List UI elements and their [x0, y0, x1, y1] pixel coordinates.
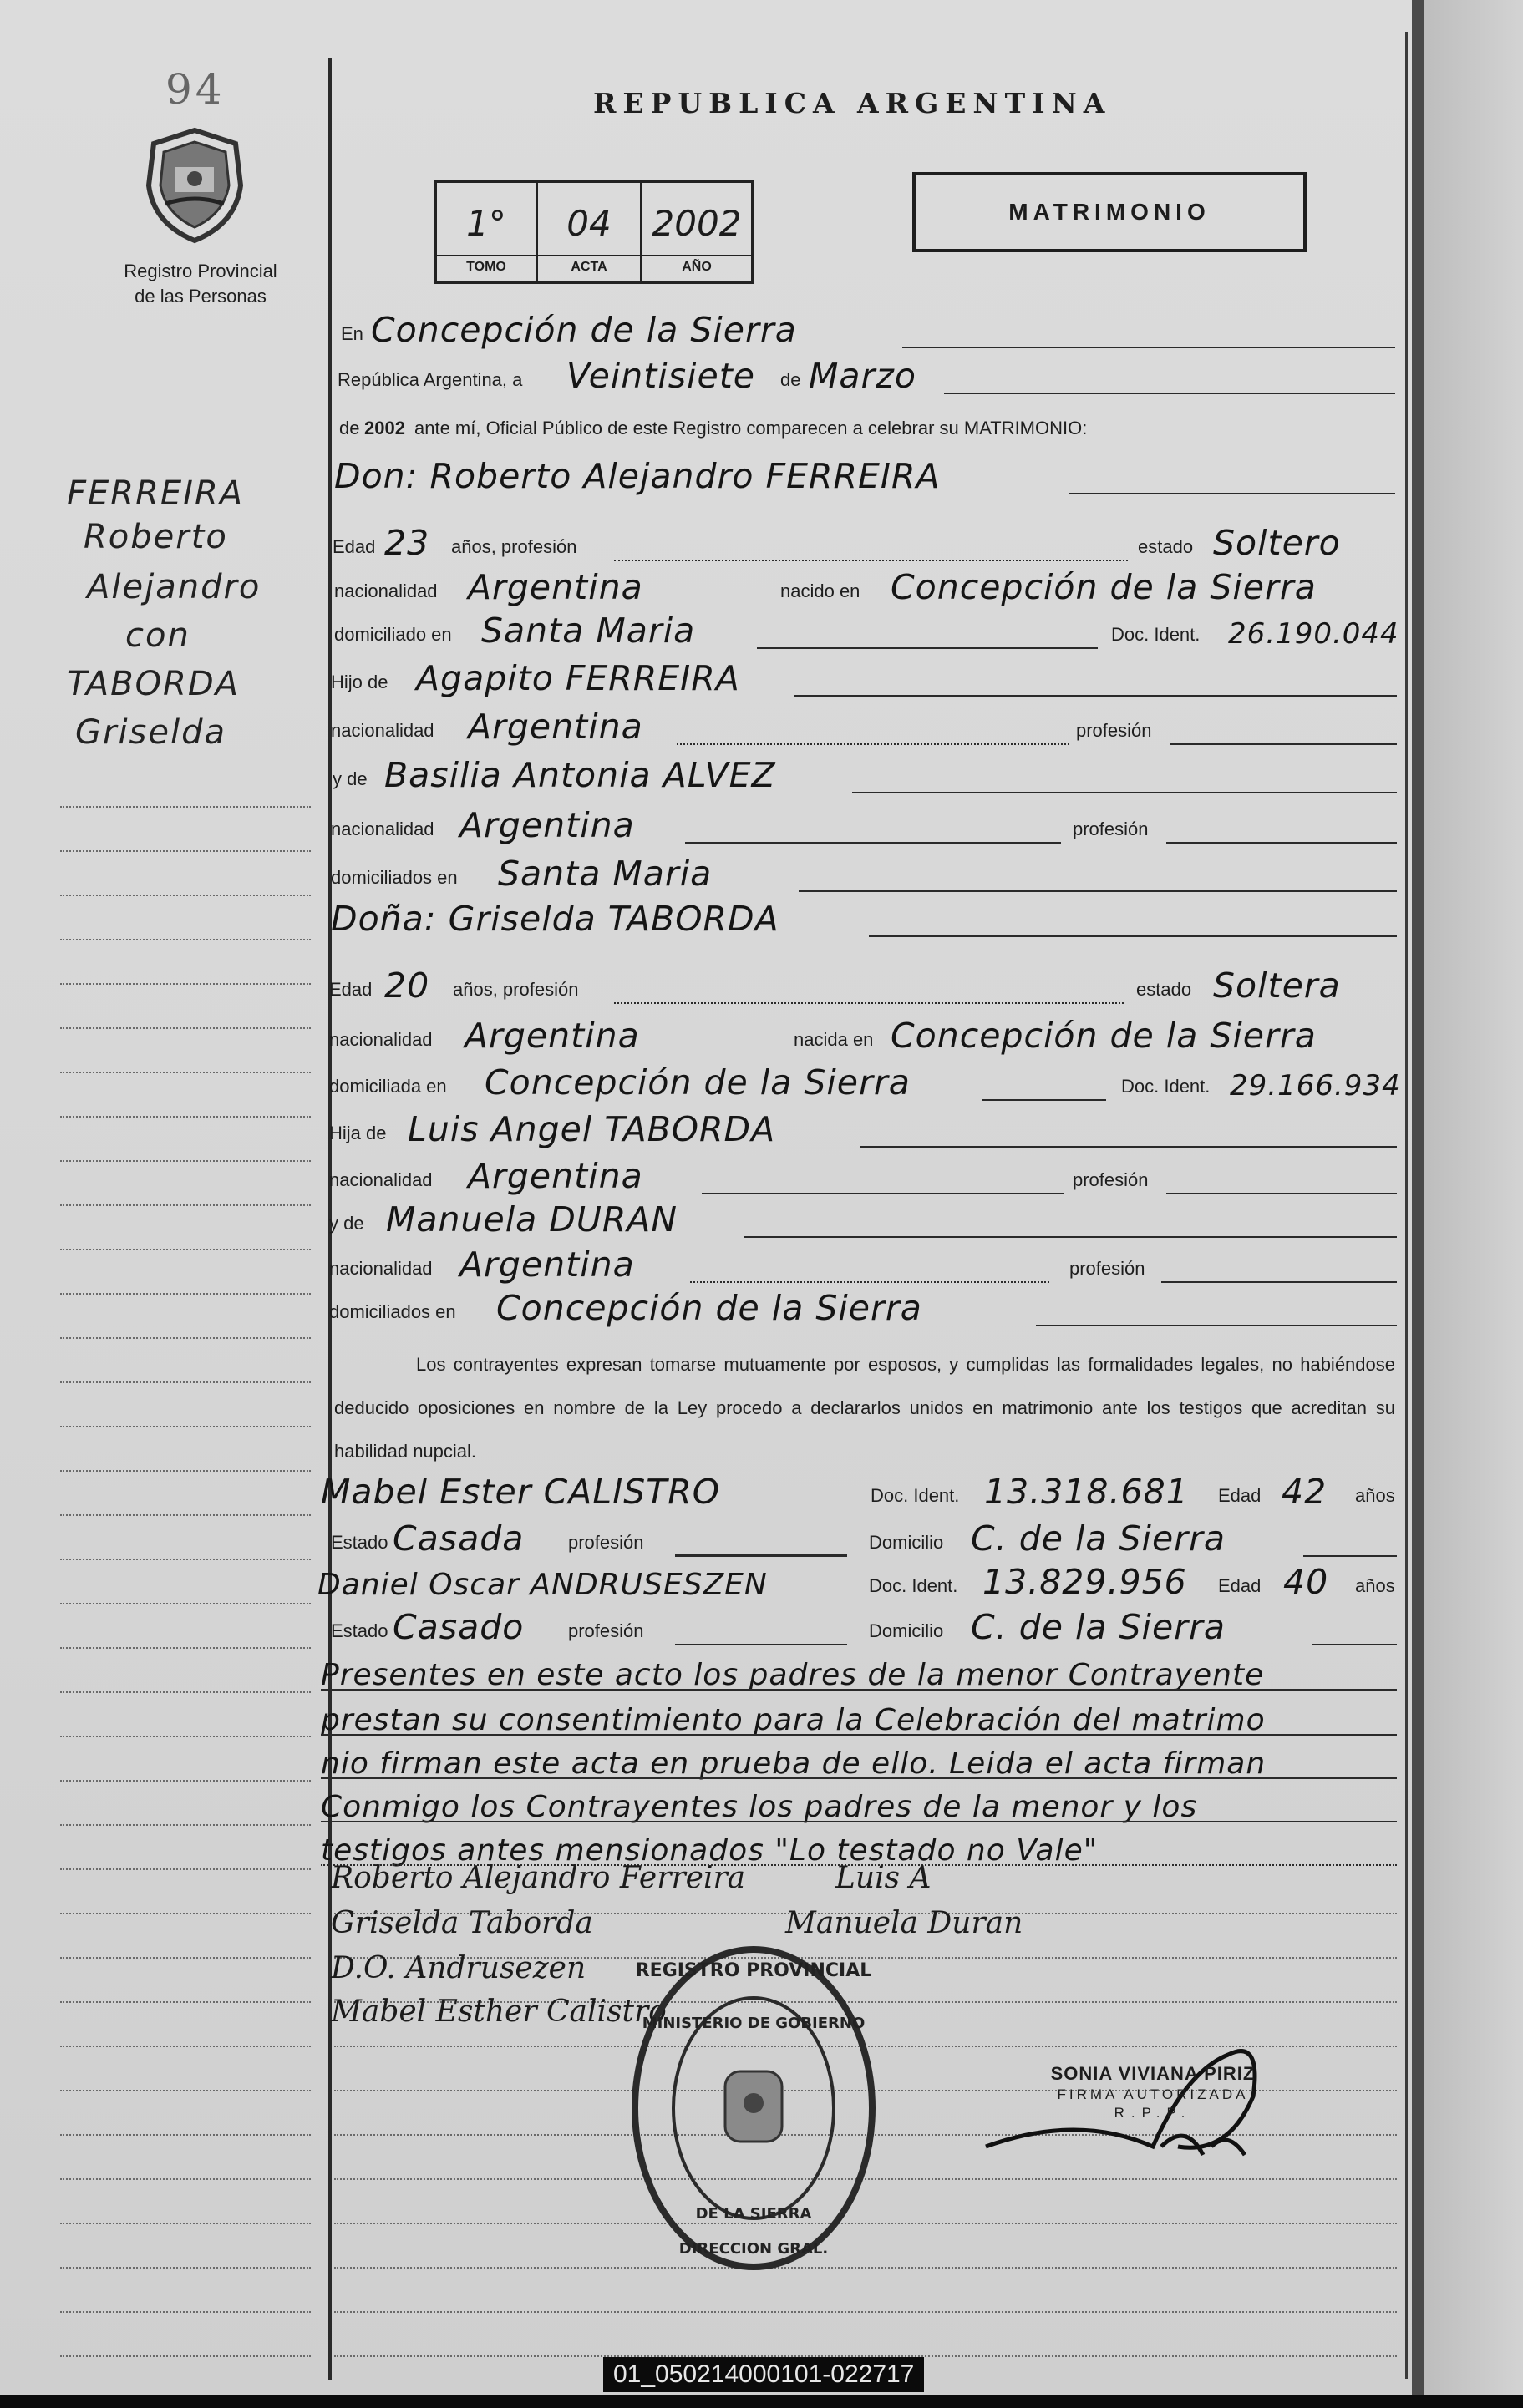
- acta-cell: [538, 183, 642, 281]
- ano-value: 2002: [652, 203, 742, 244]
- witness2-detail-row: [0, 1602, 1523, 1652]
- domiciliados-label: domiciliados en: [329, 1301, 456, 1322]
- signature-bride: Griselda Taborda: [331, 1906, 593, 1940]
- note-line: [0, 1692, 1523, 1742]
- witness1-detail-row: [0, 1513, 1523, 1564]
- edad-label: Edad: [329, 979, 373, 1000]
- margin-line: [60, 1381, 311, 1383]
- folio-number: 94: [165, 65, 226, 114]
- edad-label: Edad: [333, 536, 376, 557]
- bride-parents-residence: Concepción de la Sierra: [496, 1288, 922, 1328]
- republic-label: República Argentina, a: [338, 369, 523, 390]
- profesion-label: profesión: [568, 1620, 644, 1641]
- place-row: [0, 305, 1523, 355]
- bride-mother: Manuela DURAN: [386, 1199, 678, 1239]
- rule: [982, 1099, 1106, 1101]
- provincial-seal-icon: [142, 127, 247, 244]
- witness1-age: 42: [1282, 1472, 1328, 1512]
- y-de-label: y de: [329, 1213, 364, 1234]
- witness1-estado: Casada: [393, 1518, 525, 1559]
- declaration-text: Los contrayentes expresan tomarse mutuamente por esposos, y cumplidas las formalidades legales, no habiéndose deducido oposiciones en nombre de la Ley procedo a declararlos unidos en matrimonio ante los testigos que acreditan su habilidad nupcial.: [334, 1354, 1395, 1462]
- y-de-label: y de: [333, 768, 368, 789]
- groom-nationality-row: [0, 562, 1523, 612]
- domicilio-label: Domicilio: [869, 1620, 944, 1641]
- groom-father-row: [0, 653, 1523, 703]
- margin-line: [60, 2355, 311, 2357]
- country-title: REPUBLICA ARGENTINA: [593, 87, 1112, 119]
- bride-residence-row: [0, 1057, 1523, 1108]
- tomo-cell: [437, 183, 538, 281]
- signature-witness2: D.O. Andrusezen: [331, 1951, 586, 1985]
- rule: [902, 347, 1395, 348]
- date-value: Veintisiete: [566, 356, 755, 396]
- groom-mother: Basilia Antonia ALVEZ: [384, 755, 776, 795]
- rule: [852, 792, 1397, 793]
- rule: [744, 1236, 1397, 1238]
- registry-label: [92, 259, 309, 309]
- hija-de-label: Hija de: [329, 1123, 387, 1143]
- tomo-value: 1°: [466, 203, 506, 244]
- estado-label: Estado: [331, 1532, 388, 1553]
- bride-birthplace: Concepción de la Sierra: [891, 1016, 1317, 1056]
- margin-name-line: TABORDA: [67, 665, 241, 703]
- estado-label: estado: [1136, 979, 1192, 1000]
- signature-line: [334, 2311, 1397, 2313]
- rule: [675, 1644, 847, 1645]
- groom-residence-row: [0, 606, 1523, 656]
- svg-text:DIRECCION GRAL.: DIRECCION GRAL.: [678, 2240, 829, 2258]
- rule: [1036, 1325, 1397, 1326]
- bride-name: Doña: Griselda TABORDA: [331, 899, 779, 939]
- groom-doc: 26.190.044: [1228, 617, 1399, 651]
- domiciliados-label: domiciliados en: [331, 867, 458, 888]
- bride-name-row: [0, 894, 1523, 944]
- act-number-box: [434, 180, 754, 284]
- svg-text:REGISTRO PROVINCIAL: REGISTRO PROVINCIAL: [635, 1960, 872, 1981]
- witness2-doc: 13.829.956: [982, 1562, 1187, 1602]
- profesion-label: profesión: [1073, 1169, 1149, 1190]
- groom-father: Agapito FERREIRA: [416, 658, 740, 698]
- nacionalidad-label: nacionalidad: [331, 720, 434, 741]
- groom-parents-residence-row: [0, 849, 1523, 899]
- note-text: prestan su consentimiento para la Celebración del matrimo: [321, 1703, 1266, 1737]
- registry-stamp-icon: [628, 1943, 879, 2274]
- groom-age-row: [0, 518, 1523, 568]
- margin-line: [60, 2267, 311, 2269]
- domiciliado-label: domiciliado en: [334, 624, 452, 645]
- profesion-label: profesión: [1069, 1258, 1145, 1279]
- svg-text:MINISTERIO DE GOBIERNO: MINISTERIO DE GOBIERNO: [642, 2015, 866, 2032]
- date-row: [0, 351, 1523, 401]
- groom-residence: Santa Maria: [481, 611, 696, 651]
- bride-residence: Concepción de la Sierra: [485, 1062, 911, 1103]
- profesion-label: profesión: [1076, 720, 1152, 741]
- bride-age: 20: [384, 966, 430, 1006]
- signature-bride-mother: Manuela Duran: [785, 1906, 1023, 1940]
- note-line: [0, 1647, 1523, 1697]
- rule: [1312, 1644, 1397, 1645]
- bride-father-row: [0, 1104, 1523, 1154]
- witness1-row: [0, 1467, 1523, 1517]
- witness2-residence: C. de la Sierra: [971, 1607, 1226, 1647]
- margin-line: [60, 1337, 311, 1339]
- rule: [685, 842, 1061, 844]
- rule: [799, 890, 1397, 892]
- anos-profesion-label: años, profesión: [453, 979, 579, 1000]
- estado-label: Estado: [331, 1620, 388, 1641]
- margin-name-line: con: [125, 616, 190, 655]
- bride-nationality: Argentina: [465, 1016, 640, 1056]
- rule: [1166, 842, 1397, 844]
- profesion-label: profesión: [568, 1532, 644, 1553]
- note-line: [0, 1736, 1523, 1786]
- bride-father-nat-row: [0, 1151, 1523, 1201]
- domicilio-label: Domicilio: [869, 1532, 944, 1553]
- bride-mother-nationality: Argentina: [459, 1245, 635, 1285]
- doc-ident-label: Doc. Ident.: [871, 1485, 960, 1506]
- witness1-doc: 13.318.681: [984, 1472, 1189, 1512]
- nacionalidad-label: nacionalidad: [329, 1169, 433, 1190]
- nacido-en-label: nacido en: [780, 580, 860, 601]
- scan-caption-bar: [0, 2360, 1523, 2408]
- scan-caption: 01_050214000101-022717: [603, 2357, 924, 2392]
- signature-witness1: Mabel Esther Calistro: [331, 1995, 667, 2029]
- edad-label: Edad: [1218, 1485, 1262, 1506]
- groom-father-nat-row: [0, 702, 1523, 752]
- margin-line: [60, 2134, 311, 2136]
- margin-name-line: Alejandro: [87, 568, 261, 606]
- rule: [869, 935, 1397, 937]
- signature-groom: Roberto Alejandro Ferreira: [331, 1861, 746, 1895]
- domiciliada-label: domiciliada en: [329, 1076, 447, 1097]
- bride-age-row: [0, 961, 1523, 1011]
- margin-line: [60, 2311, 311, 2313]
- margin-line: [60, 2001, 311, 2003]
- official-role: FIRMA AUTORIZADA: [1057, 2086, 1249, 2102]
- rule: [321, 1689, 1397, 1691]
- witness1-name: Mabel Ester CALISTRO: [321, 1472, 721, 1512]
- bride-nationality-row: [0, 1011, 1523, 1061]
- groom-mother-row: [0, 750, 1523, 800]
- anos-profesion-label: años, profesión: [451, 536, 577, 557]
- nacionalidad-label: nacionalidad: [329, 1029, 433, 1050]
- bride-estado: Soltera: [1213, 966, 1341, 1006]
- margin-name-line: Griselda: [75, 713, 227, 752]
- groom-father-nationality: Argentina: [468, 707, 643, 747]
- rule: [1170, 743, 1397, 745]
- margin-line: [60, 1426, 311, 1427]
- rule: [944, 393, 1395, 394]
- appear-row: [0, 399, 1523, 449]
- document-type-box: MATRIMONIO: [912, 172, 1307, 252]
- tomo-label: TOMO: [437, 255, 536, 275]
- rule: [677, 743, 1069, 745]
- rule: [614, 1002, 1124, 1004]
- official-name: SONIA VIVIANA PIRIZ: [1050, 2063, 1256, 2084]
- groom-estado: Soltero: [1213, 523, 1341, 563]
- registry-line-2: de las Personas: [135, 286, 267, 307]
- de-label: de: [780, 369, 801, 390]
- note-text: Conmigo los Contrayentes los padres de la menor y los: [321, 1790, 1198, 1824]
- groom-mother-nat-row: [0, 800, 1523, 850]
- bride-mother-row: [0, 1194, 1523, 1245]
- place-value: Concepción de la Sierra: [371, 310, 797, 350]
- bride-parents-residence-row: [0, 1283, 1523, 1333]
- year-value: 2002: [364, 418, 405, 439]
- official-org: R.P.P.: [1114, 2105, 1192, 2121]
- margin-line: [60, 1957, 311, 1959]
- bride-father: Luis Angel TABORDA: [408, 1109, 776, 1149]
- groom-name-row: [0, 451, 1523, 501]
- groom-birthplace: Concepción de la Sierra: [891, 567, 1317, 607]
- official-block: [969, 2063, 1337, 2122]
- anos-label: años: [1355, 1485, 1395, 1506]
- note-text: testigos antes mensionados "Lo testado no Vale": [321, 1833, 1099, 1868]
- margin-line: [60, 2178, 311, 2180]
- witness2-name: Daniel Oscar ANDRUSESZEN: [317, 1568, 768, 1602]
- rule: [794, 695, 1397, 697]
- signature-bride-father: Luis A: [835, 1861, 932, 1895]
- rule: [860, 1146, 1397, 1148]
- groom-parents-residence: Santa Maria: [498, 854, 713, 894]
- nacionalidad-label: nacionalidad: [334, 580, 438, 601]
- margin-name-line: FERREIRA: [67, 474, 245, 513]
- note-text: nio firman este acta en prueba de ello. Leida el acta firman: [321, 1746, 1267, 1781]
- groom-age: 23: [384, 523, 430, 563]
- acta-label: ACTA: [538, 255, 640, 275]
- registry-line-1: Registro Provincial: [124, 261, 277, 281]
- bride-mother-nat-row: [0, 1239, 1523, 1290]
- acta-value: 04: [566, 203, 612, 244]
- margin-line: [60, 2223, 311, 2224]
- ano-label: AÑO: [642, 255, 751, 275]
- bride-doc: 29.166.934: [1230, 1069, 1401, 1103]
- witness2-age: 40: [1283, 1562, 1329, 1602]
- bride-father-nationality: Argentina: [468, 1156, 643, 1196]
- appear-text: ante mí, Oficial Público de este Registro comparecen a celebrar su MATRIMONIO:: [414, 418, 1088, 439]
- margin-line: [60, 2046, 311, 2047]
- year-prefix: de: [339, 418, 360, 439]
- margin-line: [60, 1913, 311, 1914]
- rule: [614, 560, 1128, 561]
- note-line: [0, 1822, 1523, 1873]
- nacida-en-label: nacida en: [794, 1029, 874, 1050]
- nacionalidad-label: nacionalidad: [329, 1258, 433, 1279]
- nacionalidad-label: nacionalidad: [331, 819, 434, 839]
- estado-label: estado: [1138, 536, 1194, 557]
- note-line: [0, 1779, 1523, 1829]
- doc-ident-label: Doc. Ident.: [869, 1575, 958, 1596]
- groom-nationality: Argentina: [468, 567, 643, 607]
- rule: [757, 647, 1098, 649]
- edad-label: Edad: [1218, 1575, 1262, 1596]
- ano-cell: [642, 183, 751, 281]
- rule: [1069, 493, 1395, 494]
- witness2-estado: Casado: [393, 1607, 525, 1647]
- groom-mother-nationality: Argentina: [459, 805, 635, 845]
- hijo-de-label: Hijo de: [331, 672, 388, 692]
- svg-text:DE LA SIERRA: DE LA SIERRA: [695, 2205, 812, 2223]
- groom-name: Don: Roberto Alejandro FERREIRA: [334, 456, 941, 496]
- witness1-residence: C. de la Sierra: [971, 1518, 1226, 1559]
- profesion-label: profesión: [1073, 819, 1149, 839]
- margin-name-line: Roberto: [84, 518, 228, 556]
- month-value: Marzo: [809, 356, 916, 396]
- doc-ident-label: Doc. Ident.: [1111, 624, 1201, 645]
- doc-ident-label: Doc. Ident.: [1121, 1076, 1211, 1097]
- en-label: En: [341, 323, 363, 344]
- witness2-row: [0, 1557, 1523, 1607]
- anos-label: años: [1355, 1575, 1395, 1596]
- margin-line: [60, 2090, 311, 2091]
- note-text: Presentes en este acto los padres de la menor Contrayente: [321, 1658, 1265, 1692]
